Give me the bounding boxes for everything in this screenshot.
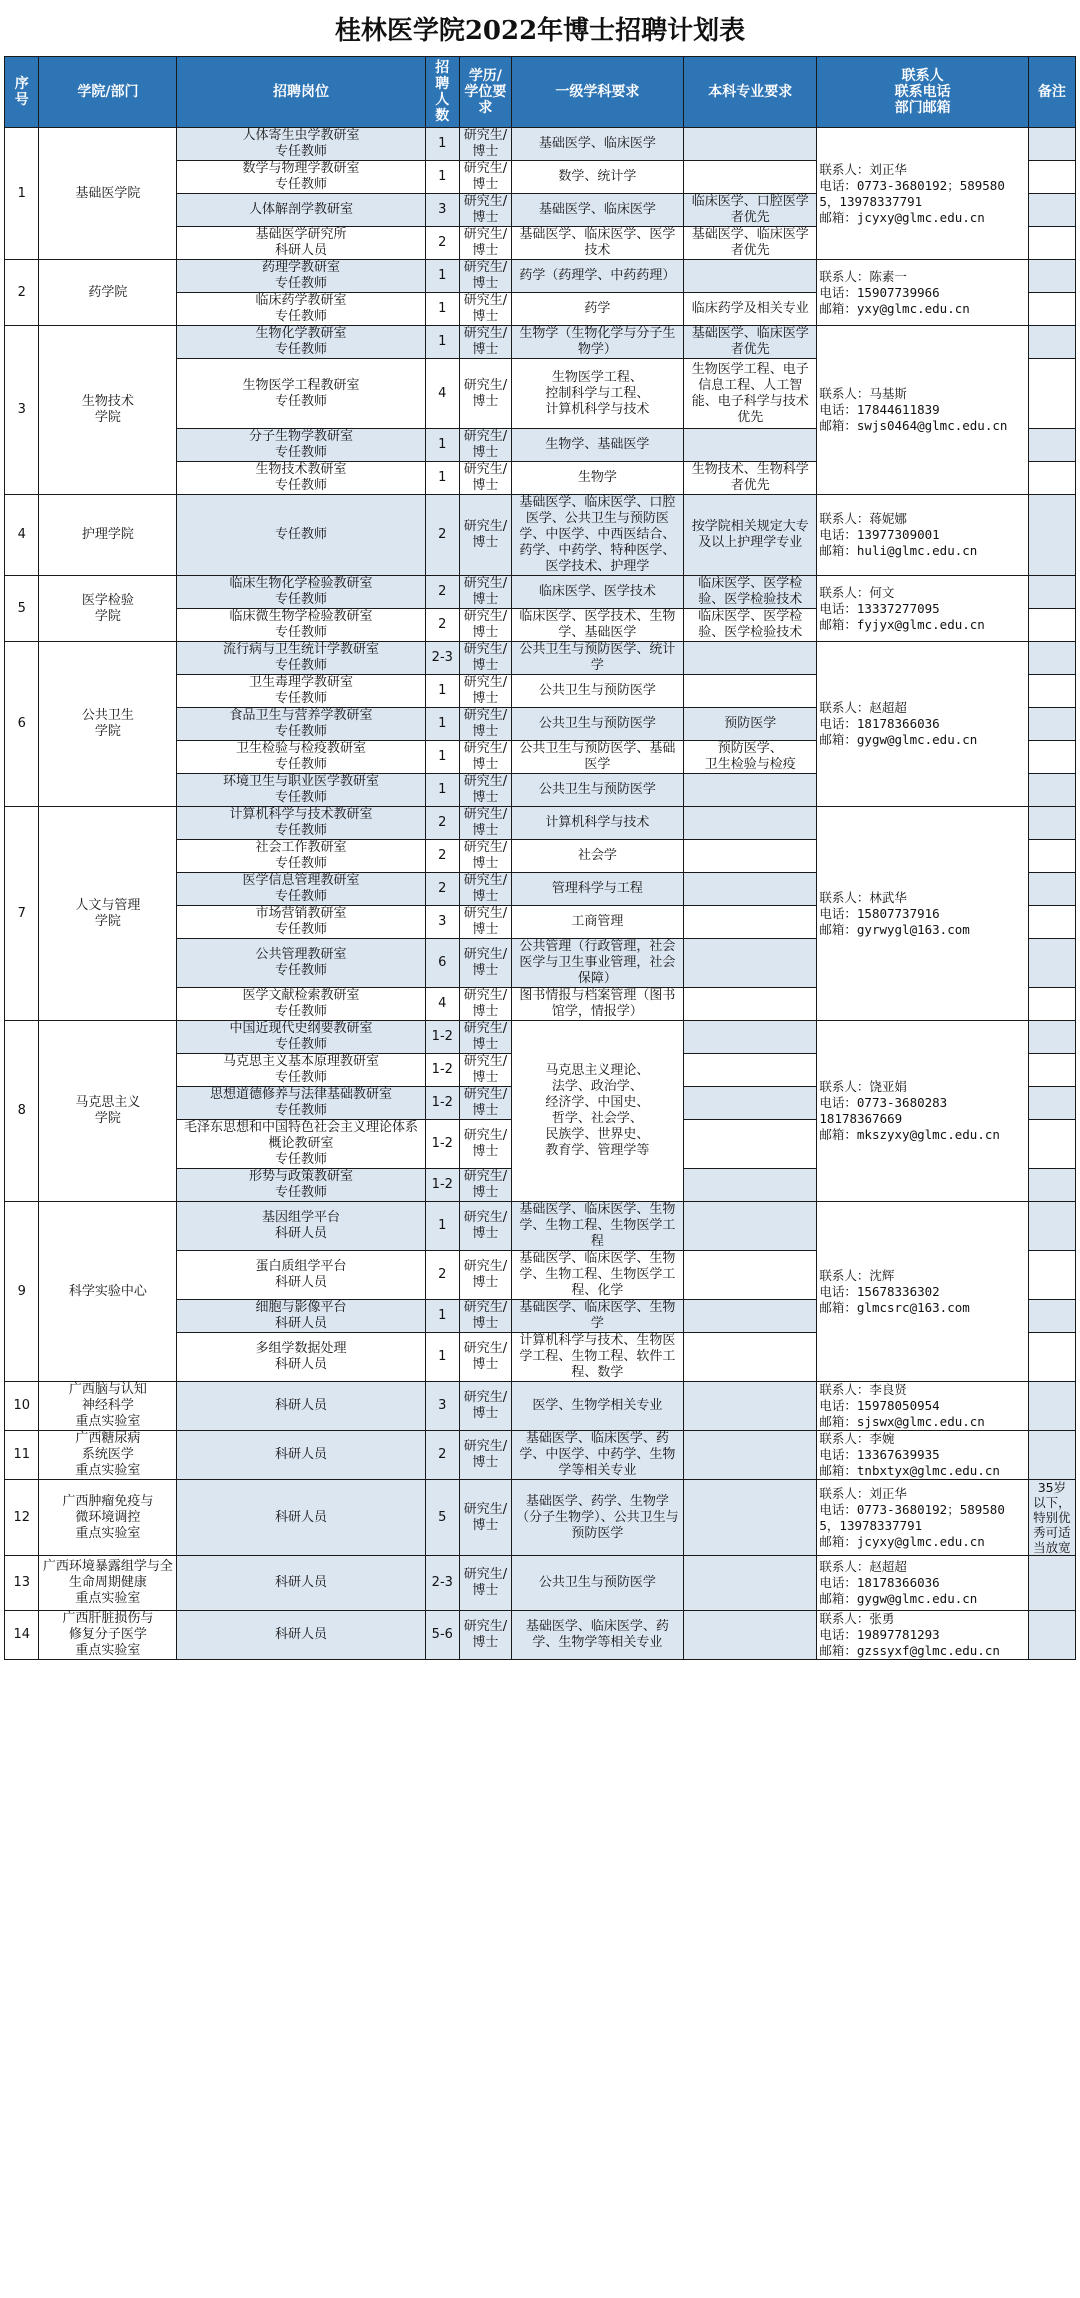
note xyxy=(1028,741,1075,774)
education: 研究生/ 博士 xyxy=(460,1300,512,1333)
post: 计算机科学与技术教研室 专任教师 xyxy=(177,807,425,840)
post: 中国近现代史纲要教研室 专任教师 xyxy=(177,1021,425,1054)
major-requirement xyxy=(684,642,817,675)
note xyxy=(1028,675,1075,708)
contact-info: 联系人：赵超超 电话：18178366036 邮箱：gygw@glmc.edu.cn xyxy=(817,642,1028,807)
subject-requirement: 计算机科学与技术、生物医学工程、生物工程、软件工程、数学 xyxy=(511,1333,683,1382)
post: 人体寄生虫学教研室 专任教师 xyxy=(177,128,425,161)
major-requirement: 临床医学、医学检验、医学检验技术 xyxy=(684,576,817,609)
row-seq: 5 xyxy=(5,576,39,642)
row-seq: 13 xyxy=(5,1556,39,1611)
contact-info: 联系人：张勇 电话：19897781293 邮箱：gzssyxf@glmc.edu.cn xyxy=(817,1611,1028,1660)
major-requirement xyxy=(684,1480,817,1556)
headcount: 2 xyxy=(425,1251,459,1300)
post: 人体解剖学教研室 xyxy=(177,194,425,227)
post: 科研人员 xyxy=(177,1480,425,1556)
note xyxy=(1028,462,1075,495)
table-row xyxy=(5,1382,1076,1431)
row-seq: 12 xyxy=(5,1480,39,1556)
education: 研究生/ 博士 xyxy=(460,906,512,939)
post: 专任教师 xyxy=(177,495,425,576)
major-requirement: 预防医学、 卫生检验与检疫 xyxy=(684,741,817,774)
post: 形势与政策教研室 专任教师 xyxy=(177,1169,425,1202)
post: 马克思主义基本原理教研室 专任教师 xyxy=(177,1054,425,1087)
note xyxy=(1028,708,1075,741)
headcount: 1 xyxy=(425,462,459,495)
major-requirement xyxy=(684,1087,817,1120)
department: 广西肝脏损伤与 修复分子医学 重点实验室 xyxy=(39,1611,177,1660)
subject-requirement: 公共卫生与预防医学 xyxy=(511,675,683,708)
post: 毛泽东思想和中国特色社会主义理论体系概论教研室 专任教师 xyxy=(177,1120,425,1169)
major-requirement xyxy=(684,1054,817,1087)
major-requirement: 按学院相关规定大专及以上护理学专业 xyxy=(684,495,817,576)
post: 市场营销教研室 专任教师 xyxy=(177,906,425,939)
post: 环境卫生与职业医学教研室 专任教师 xyxy=(177,774,425,807)
row-seq: 8 xyxy=(5,1021,39,1202)
note xyxy=(1028,576,1075,609)
headcount: 1 xyxy=(425,1300,459,1333)
note xyxy=(1028,359,1075,429)
education: 研究生/ 博士 xyxy=(460,609,512,642)
note xyxy=(1028,906,1075,939)
note xyxy=(1028,774,1075,807)
major-requirement xyxy=(684,1431,817,1480)
post: 基础医学研究所 科研人员 xyxy=(177,227,425,260)
row-seq: 14 xyxy=(5,1611,39,1660)
education: 研究生/ 博士 xyxy=(460,293,512,326)
table-header-row xyxy=(5,57,1076,128)
note: 35岁以下，特别优秀可适当放宽 xyxy=(1028,1480,1075,1556)
major-requirement: 生物医学工程、电子信息工程、人工智能、电子科学与技术优先 xyxy=(684,359,817,429)
subject-requirement: 工商管理 xyxy=(511,906,683,939)
table-row xyxy=(5,326,1076,359)
note xyxy=(1028,1054,1075,1087)
note xyxy=(1028,873,1075,906)
post: 分子生物学教研室 专任教师 xyxy=(177,429,425,462)
row-seq: 6 xyxy=(5,642,39,807)
education: 研究生/ 博士 xyxy=(460,429,512,462)
note xyxy=(1028,1021,1075,1054)
major-requirement xyxy=(684,774,817,807)
major-requirement xyxy=(684,840,817,873)
note xyxy=(1028,495,1075,576)
education: 研究生/ 博士 xyxy=(460,741,512,774)
post: 公共管理教研室 专任教师 xyxy=(177,939,425,988)
department: 基础医学院 xyxy=(39,128,177,260)
header-note: 备注 xyxy=(1028,57,1075,128)
department: 医学检验 学院 xyxy=(39,576,177,642)
post: 药理学教研室 专任教师 xyxy=(177,260,425,293)
table-row xyxy=(5,576,1076,609)
table-row xyxy=(5,807,1076,840)
subject-requirement: 生物学 xyxy=(511,462,683,495)
contact-info: 联系人：何文 电话：13337277095 邮箱：fyjyx@glmc.edu.cn xyxy=(817,576,1028,642)
header-count: 招聘人数 xyxy=(425,57,459,128)
row-seq: 7 xyxy=(5,807,39,1021)
headcount: 1 xyxy=(425,741,459,774)
post: 基因组学平台 科研人员 xyxy=(177,1202,425,1251)
header-education: 学历/学位要求 xyxy=(460,57,512,128)
headcount: 1 xyxy=(425,128,459,161)
major-requirement xyxy=(684,807,817,840)
major-requirement xyxy=(684,1251,817,1300)
header-major: 本科专业要求 xyxy=(684,57,817,128)
headcount: 2 xyxy=(425,840,459,873)
headcount: 1 xyxy=(425,293,459,326)
major-requirement xyxy=(684,1333,817,1382)
major-requirement xyxy=(684,429,817,462)
note xyxy=(1028,429,1075,462)
education: 研究生/ 博士 xyxy=(460,1251,512,1300)
post: 科研人员 xyxy=(177,1431,425,1480)
education: 研究生/ 博士 xyxy=(460,675,512,708)
post: 科研人员 xyxy=(177,1556,425,1611)
education: 研究生/ 博士 xyxy=(460,1611,512,1660)
education: 研究生/ 博士 xyxy=(460,161,512,194)
page-title: 桂林医学院2022年博士招聘计划表 xyxy=(334,15,746,46)
note xyxy=(1028,609,1075,642)
post: 卫生检验与检疫教研室 专任教师 xyxy=(177,741,425,774)
subject-requirement: 基础医学、临床医学、药学、中医学、中药学、生物学等相关专业 xyxy=(511,1431,683,1480)
subject-requirement: 基础医学、临床医学 xyxy=(511,128,683,161)
row-seq: 2 xyxy=(5,260,39,326)
contact-info: 联系人：刘正华 电话：0773-3680192；5895805，13978337791 邮箱：jcyxy@glmc.edu.cn xyxy=(817,128,1028,260)
headcount: 2 xyxy=(425,873,459,906)
education: 研究生/ 博士 xyxy=(460,840,512,873)
headcount: 1-2 xyxy=(425,1054,459,1087)
education: 研究生/ 博士 xyxy=(460,1120,512,1169)
note xyxy=(1028,807,1075,840)
education: 研究生/ 博士 xyxy=(460,1556,512,1611)
headcount: 1 xyxy=(425,708,459,741)
subject-requirement: 临床医学、医学技术 xyxy=(511,576,683,609)
note xyxy=(1028,1120,1075,1169)
contact-info: 联系人：蒋妮娜 电话：13977309001 邮箱：huli@glmc.edu.cn xyxy=(817,495,1028,576)
education: 研究生/ 博士 xyxy=(460,1431,512,1480)
table-row xyxy=(5,1202,1076,1251)
headcount: 4 xyxy=(425,359,459,429)
education: 研究生/ 博士 xyxy=(460,642,512,675)
major-requirement: 临床药学及相关专业 xyxy=(684,293,817,326)
department: 人文与管理 学院 xyxy=(39,807,177,1021)
table-row xyxy=(5,260,1076,293)
headcount: 6 xyxy=(425,939,459,988)
education: 研究生/ 博士 xyxy=(460,939,512,988)
education: 研究生/ 博士 xyxy=(460,194,512,227)
note xyxy=(1028,1169,1075,1202)
headcount: 1 xyxy=(425,429,459,462)
education: 研究生/ 博士 xyxy=(460,260,512,293)
contact-info: 联系人：李良贤 电话：15978050954 邮箱：sjswx@glmc.edu.cn xyxy=(817,1382,1028,1431)
department: 广西环境暴露组学与全生命周期健康 重点实验室 xyxy=(39,1556,177,1611)
note xyxy=(1028,1333,1075,1382)
major-requirement xyxy=(684,873,817,906)
subject-requirement: 药学 xyxy=(511,293,683,326)
subject-requirement: 计算机科学与技术 xyxy=(511,807,683,840)
note xyxy=(1028,194,1075,227)
major-requirement xyxy=(684,1382,817,1431)
major-requirement: 临床医学、医学检验、医学检验技术 xyxy=(684,609,817,642)
post: 数学与物理学教研室 专任教师 xyxy=(177,161,425,194)
subject-requirement: 公共卫生与预防医学、统计学 xyxy=(511,642,683,675)
headcount: 5-6 xyxy=(425,1611,459,1660)
contact-info: 联系人：饶亚娟 电话：0773-3680283 18178367669 邮箱：mkszyxy@glmc.edu.cn xyxy=(817,1021,1028,1202)
contact-info: 联系人：刘正华 电话：0773-3680192；5895805，13978337791 邮箱：jcyxy@glmc.edu.cn xyxy=(817,1480,1028,1556)
contact-info: 联系人：赵超超 电话：18178366036 邮箱：gygw@glmc.edu.cn xyxy=(817,1556,1028,1611)
note xyxy=(1028,1300,1075,1333)
subject-requirement: 管理科学与工程 xyxy=(511,873,683,906)
education: 研究生/ 博士 xyxy=(460,326,512,359)
note xyxy=(1028,1556,1075,1611)
headcount: 2 xyxy=(425,227,459,260)
subject-requirement: 临床医学、医学技术、生物学、基础医学 xyxy=(511,609,683,642)
headcount: 1 xyxy=(425,675,459,708)
major-requirement xyxy=(684,1300,817,1333)
headcount: 3 xyxy=(425,194,459,227)
post: 生物化学教研室 专任教师 xyxy=(177,326,425,359)
subject-requirement: 生物学、基础医学 xyxy=(511,429,683,462)
row-seq: 3 xyxy=(5,326,39,495)
subject-requirement: 公共卫生与预防医学 xyxy=(511,708,683,741)
headcount: 1 xyxy=(425,1333,459,1382)
table-row xyxy=(5,1480,1076,1556)
header-contact: 联系人 联系电话 部门邮箱 xyxy=(817,57,1028,128)
headcount: 1-2 xyxy=(425,1120,459,1169)
post: 医学信息管理教研室 专任教师 xyxy=(177,873,425,906)
major-requirement: 预防医学 xyxy=(684,708,817,741)
note xyxy=(1028,988,1075,1021)
subject-requirement: 基础医学、临床医学 xyxy=(511,194,683,227)
major-requirement xyxy=(684,988,817,1021)
education: 研究生/ 博士 xyxy=(460,774,512,807)
note xyxy=(1028,161,1075,194)
education: 研究生/ 博士 xyxy=(460,807,512,840)
header-dept: 学院/部门 xyxy=(39,57,177,128)
education: 研究生/ 博士 xyxy=(460,1480,512,1556)
table-row xyxy=(5,1556,1076,1611)
subject-requirement: 公共卫生与预防医学 xyxy=(511,774,683,807)
subject-requirement: 基础医学、临床医学、生物学 xyxy=(511,1300,683,1333)
post: 多组学数据处理 科研人员 xyxy=(177,1333,425,1382)
education: 研究生/ 博士 xyxy=(460,576,512,609)
header-subject: 一级学科要求 xyxy=(511,57,683,128)
department: 公共卫生 学院 xyxy=(39,642,177,807)
headcount: 1 xyxy=(425,161,459,194)
subject-requirement: 生物学（生物化学与分子生物学） xyxy=(511,326,683,359)
education: 研究生/ 博士 xyxy=(460,1087,512,1120)
department: 广西糖尿病 系统医学 重点实验室 xyxy=(39,1431,177,1480)
headcount: 1-2 xyxy=(425,1087,459,1120)
post: 思想道德修养与法律基础教研室 专任教师 xyxy=(177,1087,425,1120)
post: 流行病与卫生统计学教研室 专任教师 xyxy=(177,642,425,675)
contact-info: 联系人：马基斯 电话：17844611839 邮箱：swjs0464@glmc.edu.cn xyxy=(817,326,1028,495)
major-requirement xyxy=(684,1021,817,1054)
post: 临床生物化学检验教研室 专任教师 xyxy=(177,576,425,609)
contact-info: 联系人：陈素一 电话：15907739966 邮箱：yxy@glmc.edu.cn xyxy=(817,260,1028,326)
department: 护理学院 xyxy=(39,495,177,576)
headcount: 2 xyxy=(425,807,459,840)
table-row xyxy=(5,1431,1076,1480)
subject-requirement: 医学、生物学相关专业 xyxy=(511,1382,683,1431)
post: 临床药学教研室 专任教师 xyxy=(177,293,425,326)
note xyxy=(1028,128,1075,161)
table-row xyxy=(5,128,1076,161)
headcount: 3 xyxy=(425,906,459,939)
note xyxy=(1028,642,1075,675)
subject-requirement: 基础医学、临床医学、生物学、生物工程、生物医学工程 xyxy=(511,1202,683,1251)
note xyxy=(1028,227,1075,260)
note xyxy=(1028,840,1075,873)
note xyxy=(1028,1382,1075,1431)
major-requirement xyxy=(684,939,817,988)
subject-requirement: 数学、统计学 xyxy=(511,161,683,194)
subject-requirement: 公共卫生与预防医学 xyxy=(511,1556,683,1611)
headcount: 1 xyxy=(425,260,459,293)
post: 社会工作教研室 专任教师 xyxy=(177,840,425,873)
post: 医学文献检索教研室 专任教师 xyxy=(177,988,425,1021)
education: 研究生/ 博士 xyxy=(460,873,512,906)
subject-requirement: 药学（药理学、中药药理） xyxy=(511,260,683,293)
education: 研究生/ 博士 xyxy=(460,1054,512,1087)
subject-requirement: 公共管理（行政管理，社会医学与卫生事业管理，社会保障） xyxy=(511,939,683,988)
education: 研究生/ 博士 xyxy=(460,359,512,429)
education: 研究生/ 博士 xyxy=(460,1202,512,1251)
row-seq: 11 xyxy=(5,1431,39,1480)
contact-info: 联系人：李婉 电话：13367639935 邮箱：tnbxtyx@glmc.edu.cn xyxy=(817,1431,1028,1480)
post: 蛋白质组学平台 科研人员 xyxy=(177,1251,425,1300)
department: 广西脑与认知 神经科学 重点实验室 xyxy=(39,1382,177,1431)
note xyxy=(1028,293,1075,326)
row-seq: 9 xyxy=(5,1202,39,1382)
major-requirement xyxy=(684,260,817,293)
post: 细胞与影像平台 科研人员 xyxy=(177,1300,425,1333)
headcount: 2-3 xyxy=(425,1556,459,1611)
note xyxy=(1028,1202,1075,1251)
subject-requirement: 生物医学工程、 控制科学与工程、 计算机科学与技术 xyxy=(511,359,683,429)
note xyxy=(1028,1251,1075,1300)
education: 研究生/ 博士 xyxy=(460,1021,512,1054)
note xyxy=(1028,326,1075,359)
contact-info: 联系人：林武华 电话：15807737916 邮箱：gyrwygl@163.com xyxy=(817,807,1028,1021)
subject-requirement: 基础医学、药学、生物学（分子生物学）、公共卫生与预防医学 xyxy=(511,1480,683,1556)
major-requirement: 基础医学、临床医学者优先 xyxy=(684,326,817,359)
major-requirement xyxy=(684,675,817,708)
department: 生物技术 学院 xyxy=(39,326,177,495)
subject-requirement: 马克思主义理论、 法学、政治学、 经济学、中国史、 哲学、社会学、 民族学、世界史、 教育学、管理学等 xyxy=(511,1021,683,1202)
contact-info: 联系人：沈辉 电话：15678336302 邮箱：glmcsrc@163.com xyxy=(817,1202,1028,1382)
major-requirement xyxy=(684,161,817,194)
header-seq: 序号 xyxy=(5,57,39,128)
subject-requirement: 社会学 xyxy=(511,840,683,873)
education: 研究生/ 博士 xyxy=(460,1333,512,1382)
note xyxy=(1028,1611,1075,1660)
headcount: 2 xyxy=(425,609,459,642)
education: 研究生/ 博士 xyxy=(460,128,512,161)
post: 科研人员 xyxy=(177,1382,425,1431)
department: 广西肿瘤免疫与 微环境调控 重点实验室 xyxy=(39,1480,177,1556)
headcount: 1-2 xyxy=(425,1021,459,1054)
row-seq: 1 xyxy=(5,128,39,260)
education: 研究生/ 博士 xyxy=(460,708,512,741)
note xyxy=(1028,939,1075,988)
education: 研究生/ 博士 xyxy=(460,1169,512,1202)
recruitment-table xyxy=(4,56,1076,1660)
headcount: 4 xyxy=(425,988,459,1021)
header-post: 招聘岗位 xyxy=(177,57,425,128)
headcount: 2 xyxy=(425,495,459,576)
row-seq: 4 xyxy=(5,495,39,576)
headcount: 3 xyxy=(425,1382,459,1431)
headcount: 2-3 xyxy=(425,642,459,675)
post: 生物技术教研室 专任教师 xyxy=(177,462,425,495)
education: 研究生/ 博士 xyxy=(460,227,512,260)
post: 食品卫生与营养学教研室 专任教师 xyxy=(177,708,425,741)
major-requirement xyxy=(684,1120,817,1169)
major-requirement xyxy=(684,1611,817,1660)
headcount: 1 xyxy=(425,1202,459,1251)
subject-requirement: 公共卫生与预防医学、基础医学 xyxy=(511,741,683,774)
headcount: 2 xyxy=(425,1431,459,1480)
post: 临床微生物学检验教研室 专任教师 xyxy=(177,609,425,642)
note xyxy=(1028,260,1075,293)
note xyxy=(1028,1431,1075,1480)
subject-requirement: 图书情报与档案管理（图书馆学，情报学） xyxy=(511,988,683,1021)
major-requirement xyxy=(684,1202,817,1251)
education: 研究生/ 博士 xyxy=(460,1382,512,1431)
major-requirement xyxy=(684,1169,817,1202)
headcount: 1 xyxy=(425,326,459,359)
table-row xyxy=(5,642,1076,675)
row-seq: 10 xyxy=(5,1382,39,1431)
major-requirement: 生物技术、生物科学者优先 xyxy=(684,462,817,495)
headcount: 2 xyxy=(425,576,459,609)
education: 研究生/ 博士 xyxy=(460,462,512,495)
note xyxy=(1028,1087,1075,1120)
subject-requirement: 基础医学、临床医学、药学、生物学等相关专业 xyxy=(511,1611,683,1660)
education: 研究生/ 博士 xyxy=(460,988,512,1021)
post: 生物医学工程教研室 专任教师 xyxy=(177,359,425,429)
major-requirement: 临床医学、口腔医学者优先 xyxy=(684,194,817,227)
headcount: 1 xyxy=(425,774,459,807)
post: 卫生毒理学教研室 专任教师 xyxy=(177,675,425,708)
table-row xyxy=(5,495,1076,576)
department: 马克思主义 学院 xyxy=(39,1021,177,1202)
post: 科研人员 xyxy=(177,1611,425,1660)
table-row xyxy=(5,1611,1076,1660)
subject-requirement: 基础医学、临床医学、医学技术 xyxy=(511,227,683,260)
subject-requirement: 基础医学、临床医学、生物学、生物工程、生物医学工程、化学 xyxy=(511,1251,683,1300)
major-requirement xyxy=(684,1556,817,1611)
major-requirement xyxy=(684,906,817,939)
department: 药学院 xyxy=(39,260,177,326)
department: 科学实验中心 xyxy=(39,1202,177,1382)
subject-requirement: 基础医学、临床医学、口腔医学、公共卫生与预防医学、中医学、中西医结合、药学、中药学、特种医学、医学技术、护理学 xyxy=(511,495,683,576)
education: 研究生/ 博士 xyxy=(460,495,512,576)
headcount: 1-2 xyxy=(425,1169,459,1202)
headcount: 5 xyxy=(425,1480,459,1556)
major-requirement: 基础医学、临床医学者优先 xyxy=(684,227,817,260)
table-row xyxy=(5,1021,1076,1054)
major-requirement xyxy=(684,128,817,161)
